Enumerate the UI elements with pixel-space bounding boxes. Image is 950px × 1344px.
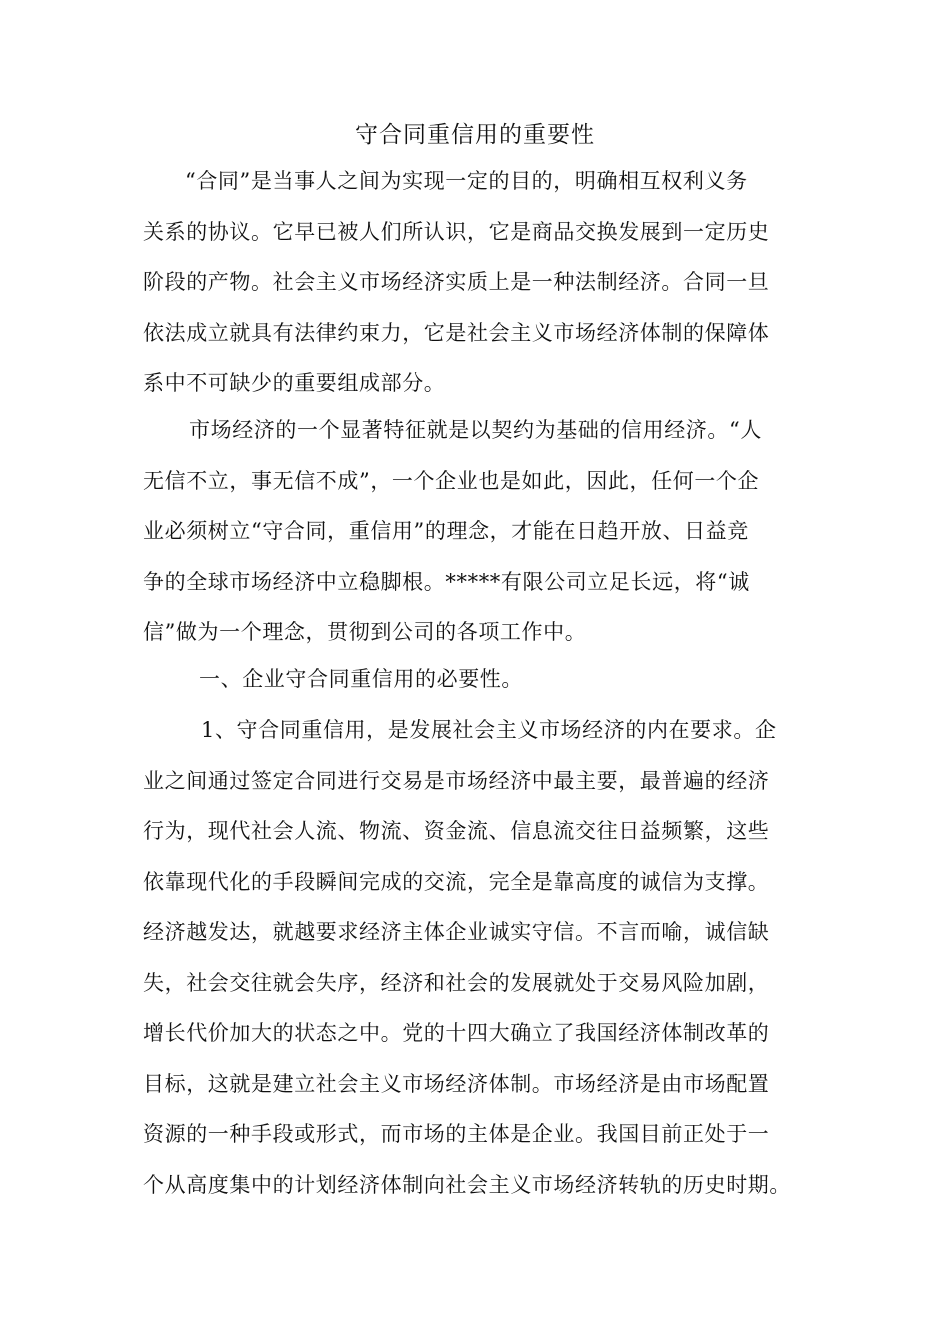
- paragraph-line: 行为，现代社会人流、物流、资金流、信息流交往日益频繁，这些: [143, 819, 770, 843]
- paragraph-line: 业必须树立“守合同，重信用”的理念，才能在日趋开放、日益竞: [143, 519, 749, 543]
- paragraph-line: 争的全球市场经济中立稳脚根。*****有限公司立足长远，将“诚: [143, 569, 750, 594]
- section-heading: 一、企业守合同重信用的必要性。: [199, 667, 523, 691]
- paragraph-line: 依法成立就具有法律约束力，它是社会主义市场经济体制的保障体: [143, 320, 770, 345]
- paragraph-line: 资源的一种手段或形式，而市场的主体是企业。我国目前正处于一: [143, 1122, 770, 1146]
- section-heading-necessity: [143, 654, 813, 705]
- paragraph-line: 信”做为一个理念，贯彻到公司的各项工作中。: [143, 620, 587, 644]
- paragraph-line: 阶段的产物。社会主义市场经济实质上是一种法制经济。合同一旦: [143, 270, 770, 294]
- paragraph-credit-economy: [143, 405, 813, 658]
- paragraph-line: 失，社会交往就会失序，经济和社会的发展就处于交易风险加剧，: [143, 970, 770, 995]
- paragraph-line: 系中不可缺少的重要组成部分。: [143, 371, 446, 395]
- paragraph-line: “合同”是当事人之间为实现一定的目的，明确相互权利义务: [185, 169, 748, 193]
- paragraph-line: 关系的协议。它早已被人们所认识，它是商品交换发展到一定历史: [143, 219, 770, 244]
- paragraph-line: 依靠现代化的手段瞬间完成的交流，完全是靠高度的诚信为支撑。: [143, 869, 770, 894]
- paragraph-line: 个从高度集中的计划经济体制向社会主义市场经济转轨的历史时期。: [143, 1172, 791, 1197]
- paragraph-line: 市场经济的一个显著特征就是以契约为基础的信用经济。“人: [189, 418, 762, 442]
- paragraph-line: 目标，这就是建立社会主义市场经济体制。市场经济是由市场配置: [143, 1071, 770, 1096]
- document-title: 守合同重信用的重要性: [355, 122, 595, 148]
- paragraph-line: 1、守合同重信用，是发展社会主义市场经济的内在要求。企: [201, 718, 777, 742]
- paragraph-intro: [143, 156, 813, 409]
- paragraph-line: 业之间通过签定合同进行交易是市场经济中最主要，最普遍的经济: [143, 768, 770, 793]
- paragraph-line: 增长代价加大的状态之中。党的十四大确立了我国经济体制改革的: [143, 1021, 770, 1045]
- paragraph-line: 经济越发达，就越要求经济主体企业诚实守信。不言而喻，诚信缺: [143, 920, 770, 944]
- paragraph-line: 无信不立，事无信不成”，一个企业也是如此，因此，任何一个企: [143, 468, 760, 493]
- paragraph-point-one: [143, 705, 813, 1210]
